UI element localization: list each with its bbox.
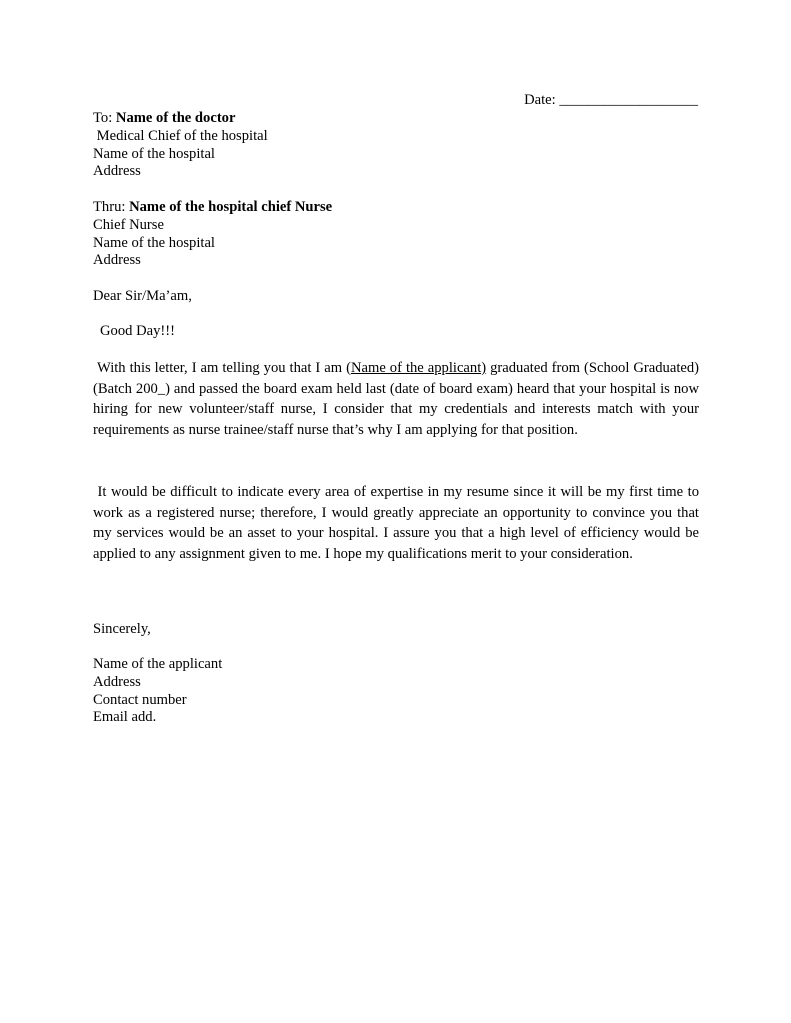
thru-title: Chief Nurse — [93, 216, 164, 233]
paragraph-2-text: It would be difficult to indicate every area of expertise in my resume since it will be my first time to work as a registered nurse; therefore, I would greatly appreciate an opportunity to convince you that my services would be an asset to your hospital. I assure you that a high level of efficiency would be applied to any assignment given to me. I hope my qualifications merit to your consideration. — [93, 484, 700, 562]
greeting: Good Day!!! — [100, 323, 175, 339]
closing: Sincerely, — [93, 621, 151, 637]
paragraph-1-after: graduated from (School Graduated) (Batch 200_) and passed the board exam held last (date of board exam) heard that your hospital is now hiring for new volunteer/staff nurse, I consider that my credentials and interests match with your requirements as nurse trainee/staff nurse that’s why I am applying for that position. — [93, 360, 700, 438]
thru-line — [93, 199, 699, 217]
paragraph-1 — [93, 358, 699, 440]
recipient-title: Medical Chief of the hospital — [93, 127, 268, 144]
thru-hospital: Name of the hospital — [93, 234, 215, 251]
to-prefix: To: — [93, 110, 116, 126]
thru-name: Name of the hospital chief Nurse — [129, 199, 333, 215]
recipient-name: Name of the doctor — [115, 110, 236, 126]
signature-name: Name of the applicant — [93, 656, 223, 672]
applicant-name-underlined: Name of the applicant) — [350, 360, 487, 376]
signature-email: Email add. — [93, 709, 157, 726]
salutation: Dear Sir/Ma’am, — [93, 288, 192, 304]
thru-address: Address — [93, 252, 141, 269]
signature-block — [93, 656, 699, 727]
thru-block — [93, 199, 699, 270]
paragraph-1-before: With this letter, I am telling you that I am ( — [97, 360, 351, 376]
signature-address: Address — [93, 673, 141, 690]
paragraph-2 — [93, 482, 699, 564]
thru-prefix: Thru: — [93, 199, 130, 215]
recipient-hospital: Name of the hospital — [93, 145, 215, 162]
recipient-address: Address — [93, 163, 141, 180]
recipient-block — [93, 110, 699, 181]
recipient-to-line — [93, 110, 699, 128]
signature-contact: Contact number — [93, 691, 187, 708]
date-line: Date: ___________________ — [524, 92, 698, 108]
